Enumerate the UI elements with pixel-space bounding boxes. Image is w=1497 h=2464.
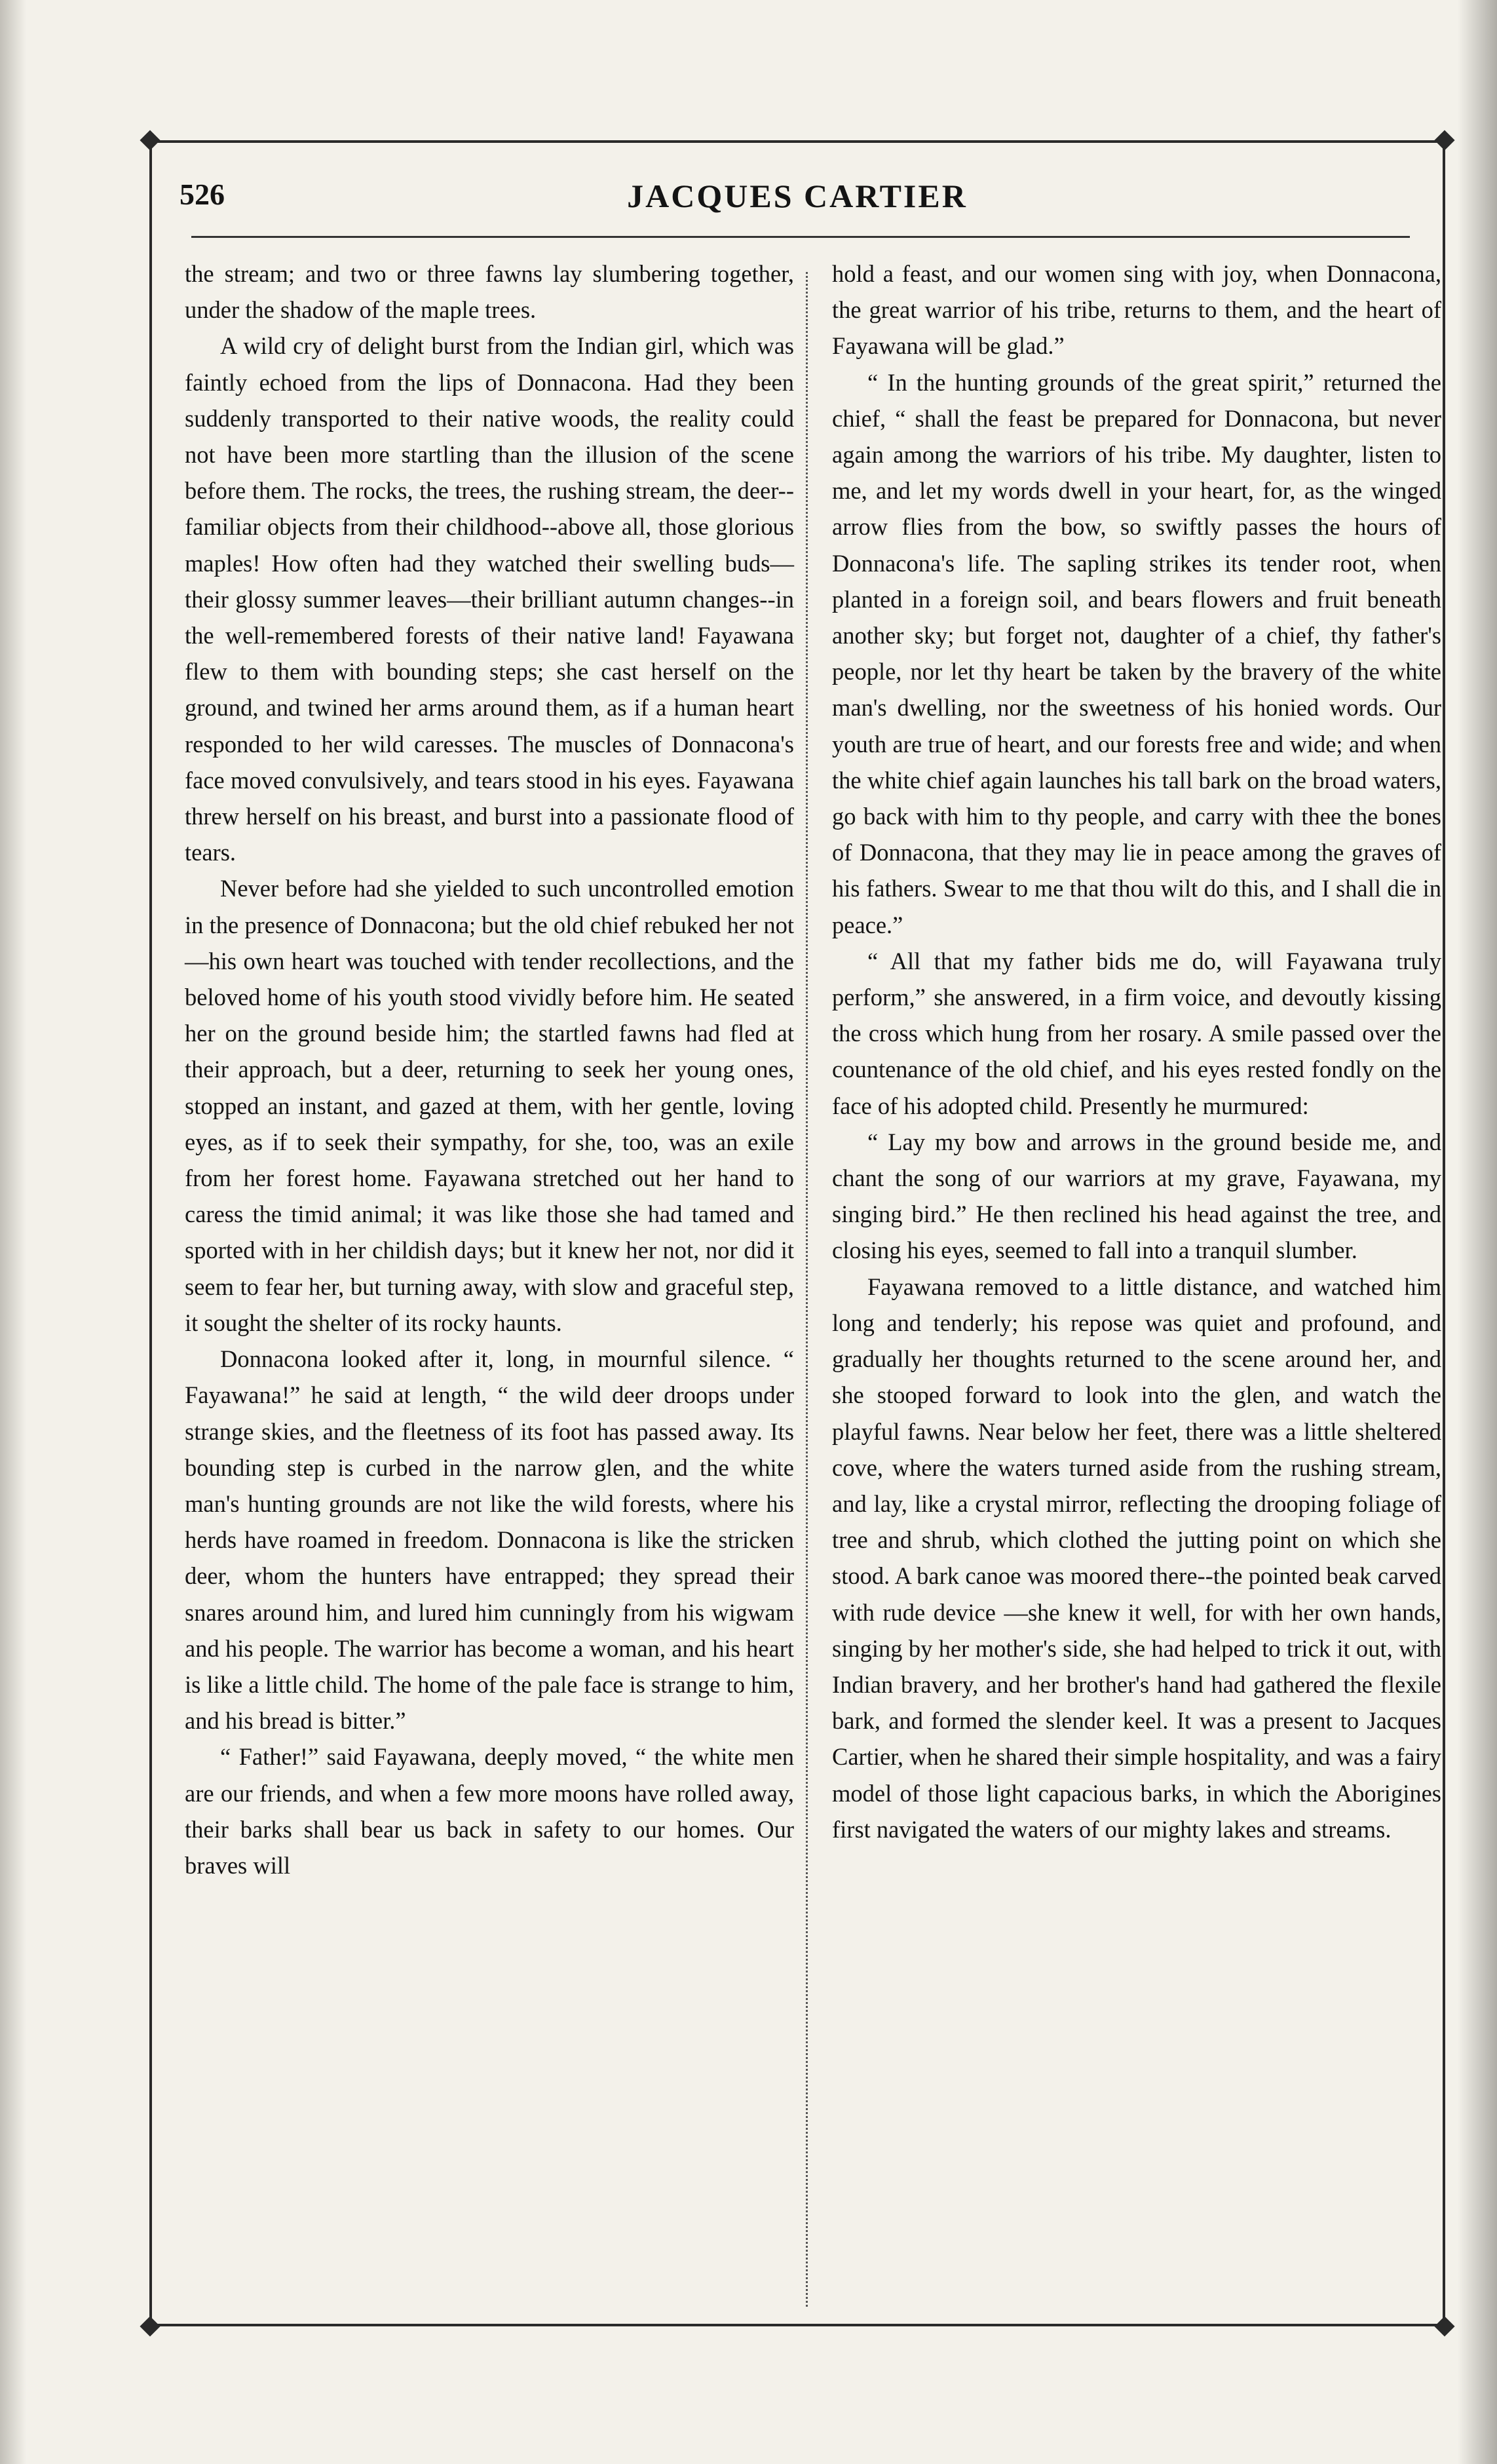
corner-ornament-bottom-left bbox=[140, 2316, 160, 2336]
paragraph: Donnacona looked after it, long, in mournful silence. “ Fayawana!” he said at length, “ the wild deer droops under strange skies, and the fleetness of its foot has passed away. Its bounding step is curbed in the narrow glen, and the white man's hunting grounds are not like the wild forests, where his herds have roamed in freedom. Donnacona is like the stricken deer, whom the hunters have entrapped; they spread their snares around him, and lured him cunningly from his wigwam and his people. The warrior has become a woman, and his heart is like a little child. The home of the pale face is strange to him, and his bread is bitter.” bbox=[185, 1345, 794, 1735]
paragraph: Never before had she yielded to such uncontrolled emotion in the presence of Donnacona; but the old chief rebuked her not—his own heart was touched with tender recollections, and the beloved home of his youth stood vividly before him. He seated her on the ground beside him; the startled fawns had fled at their approach, but a deer, returning to seek her young ones, stopped an instant, and gazed at them, with her gentle, loving eyes, as if to seek their sympathy, for she, too, was an exile from her forest home. Fayawana stretched out her hand to caress the timid animal; it was like those she had tamed and sported with in her childish days; but it knew her not, nor did it seem to fear her, but turning away, with slow and graceful step, it sought the shelter of its rocky haunts. bbox=[185, 875, 794, 1336]
right-column bbox=[832, 256, 1441, 1847]
page-edge-shadow-right bbox=[1458, 0, 1497, 2464]
frame-top-rule bbox=[145, 140, 1449, 143]
left-column bbox=[185, 256, 794, 1883]
column-divider bbox=[806, 272, 808, 2307]
running-head bbox=[145, 177, 1449, 236]
paragraph: Fayawana removed to a little distance, and watched him long and tenderly; his repose was quiet and profound, and gradually her thoughts returned to the scene around her, and she stooped forward to look into the glen, and watch the playful fawns. Near below her feet, there was a little sheltered cove, where the waters turned aside from the rushing stream, and lay, like a crystal mirror, reflecting the drooping foliage of tree and shrub, which clothed the jutting point on which she stood. A bark canoe was moored there--the pointed beak carved with rude device —she knew it well, for with her own hands, singing by her mother's side, she had helped to trick it out, with Indian bravery, and her brother's hand had gathered the flexile bark, and formed the slender keel. It was a present to Jacques Cartier, when he shared their simple hospitality, and was a fairy model of those light capacious barks, in which the Aborigines first navigated the waters of our mighty lakes and streams. bbox=[832, 1273, 1441, 1843]
corner-ornament-top-left bbox=[140, 130, 160, 150]
paragraph: hold a feast, and our women sing with joy, when Donnacona, the great warrior of his tribe, returns to them, and the heart of Fayawana will be glad.” bbox=[832, 260, 1441, 360]
corner-ornament-bottom-right bbox=[1434, 2316, 1454, 2336]
page-edge-shadow-left bbox=[0, 0, 26, 2464]
header-rule bbox=[191, 236, 1410, 238]
paragraph: “ Lay my bow and arrows in the ground beside me, and chant the song of our warriors at my grave, Fayawana, my singing bird.” He then reclined his head against the tree, and closing his eyes, seemed to fall into a tranquil slumber. bbox=[832, 1128, 1441, 1264]
corner-ornament-top-right bbox=[1434, 130, 1454, 150]
paragraph: the stream; and two or three fawns lay slumbering together, under the shadow of the maple trees. bbox=[185, 260, 794, 324]
frame-bottom-rule bbox=[145, 2324, 1449, 2326]
frame-left-rule bbox=[149, 140, 152, 2326]
page-title: JACQUES CARTIER bbox=[627, 178, 968, 214]
frame-right-rule bbox=[1443, 140, 1445, 2326]
paragraph: “ In the hunting grounds of the great spirit,” returned the chief, “ shall the feast be prepared for Donnacona, but never again among the warriors of his tribe. My daughter, listen to me, and let my words dwell in your heart, for, as the winged arrow flies from the bow, so swiftly passes the hours of Donnacona's life. The sapling strikes its tender root, when planted in a foreign soil, and bears flowers and fruit beneath another sky; but forget not, daughter of a chief, thy father's people, nor let thy heart be taken by the bravery of the white man's dwelling, nor the sweetness of his honied words. Our youth are true of heart, and our forests free and wide; and when the white chief again launches his tall bark on the broad waters, go back with him to thy people, and carry with thee the bones of Donnacona, that they may lie in peace among the graves of his fathers. Swear to me that thou wilt do this, and I shall die in peace.” bbox=[832, 368, 1441, 938]
paragraph: “ All that my father bids me do, will Fayawana truly perform,” she answered, in a firm voice, and devoutly kissing the cross which hung from her rosary. A smile passed over the countenance of the old chief, and his eyes rested fondly on the face of his adopted child. Presently he murmured: bbox=[832, 947, 1441, 1119]
page-frame bbox=[145, 105, 1449, 2346]
page-number: 526 bbox=[180, 178, 225, 211]
paragraph: A wild cry of delight burst from the Indian girl, which was faintly echoed from the lips of Donnacona. Had they been suddenly transported to their native woods, the reality could not have been more startling than the illusion of the scene before them. The rocks, the trees, the rushing stream, the deer--familiar objects from their childhood--above all, those glorious maples! How often had they watched their swelling buds—their glossy summer leaves—their brilliant autumn changes--in the well-remembered forests of their native land! Fayawana flew to them with bounding steps; she cast herself on the ground, and twined her arms around them, as if a human heart responded to her wild caresses. The muscles of Donnacona's face moved convulsively, and tears stood in his eyes. Fayawana threw herself on his breast, and burst into a passionate flood of tears. bbox=[185, 332, 794, 866]
paragraph: “ Father!” said Fayawana, deeply moved, “ the white men are our friends, and when a few more moons have rolled away, their barks shall bear us back in safety to our homes. Our braves will bbox=[185, 1743, 794, 1879]
